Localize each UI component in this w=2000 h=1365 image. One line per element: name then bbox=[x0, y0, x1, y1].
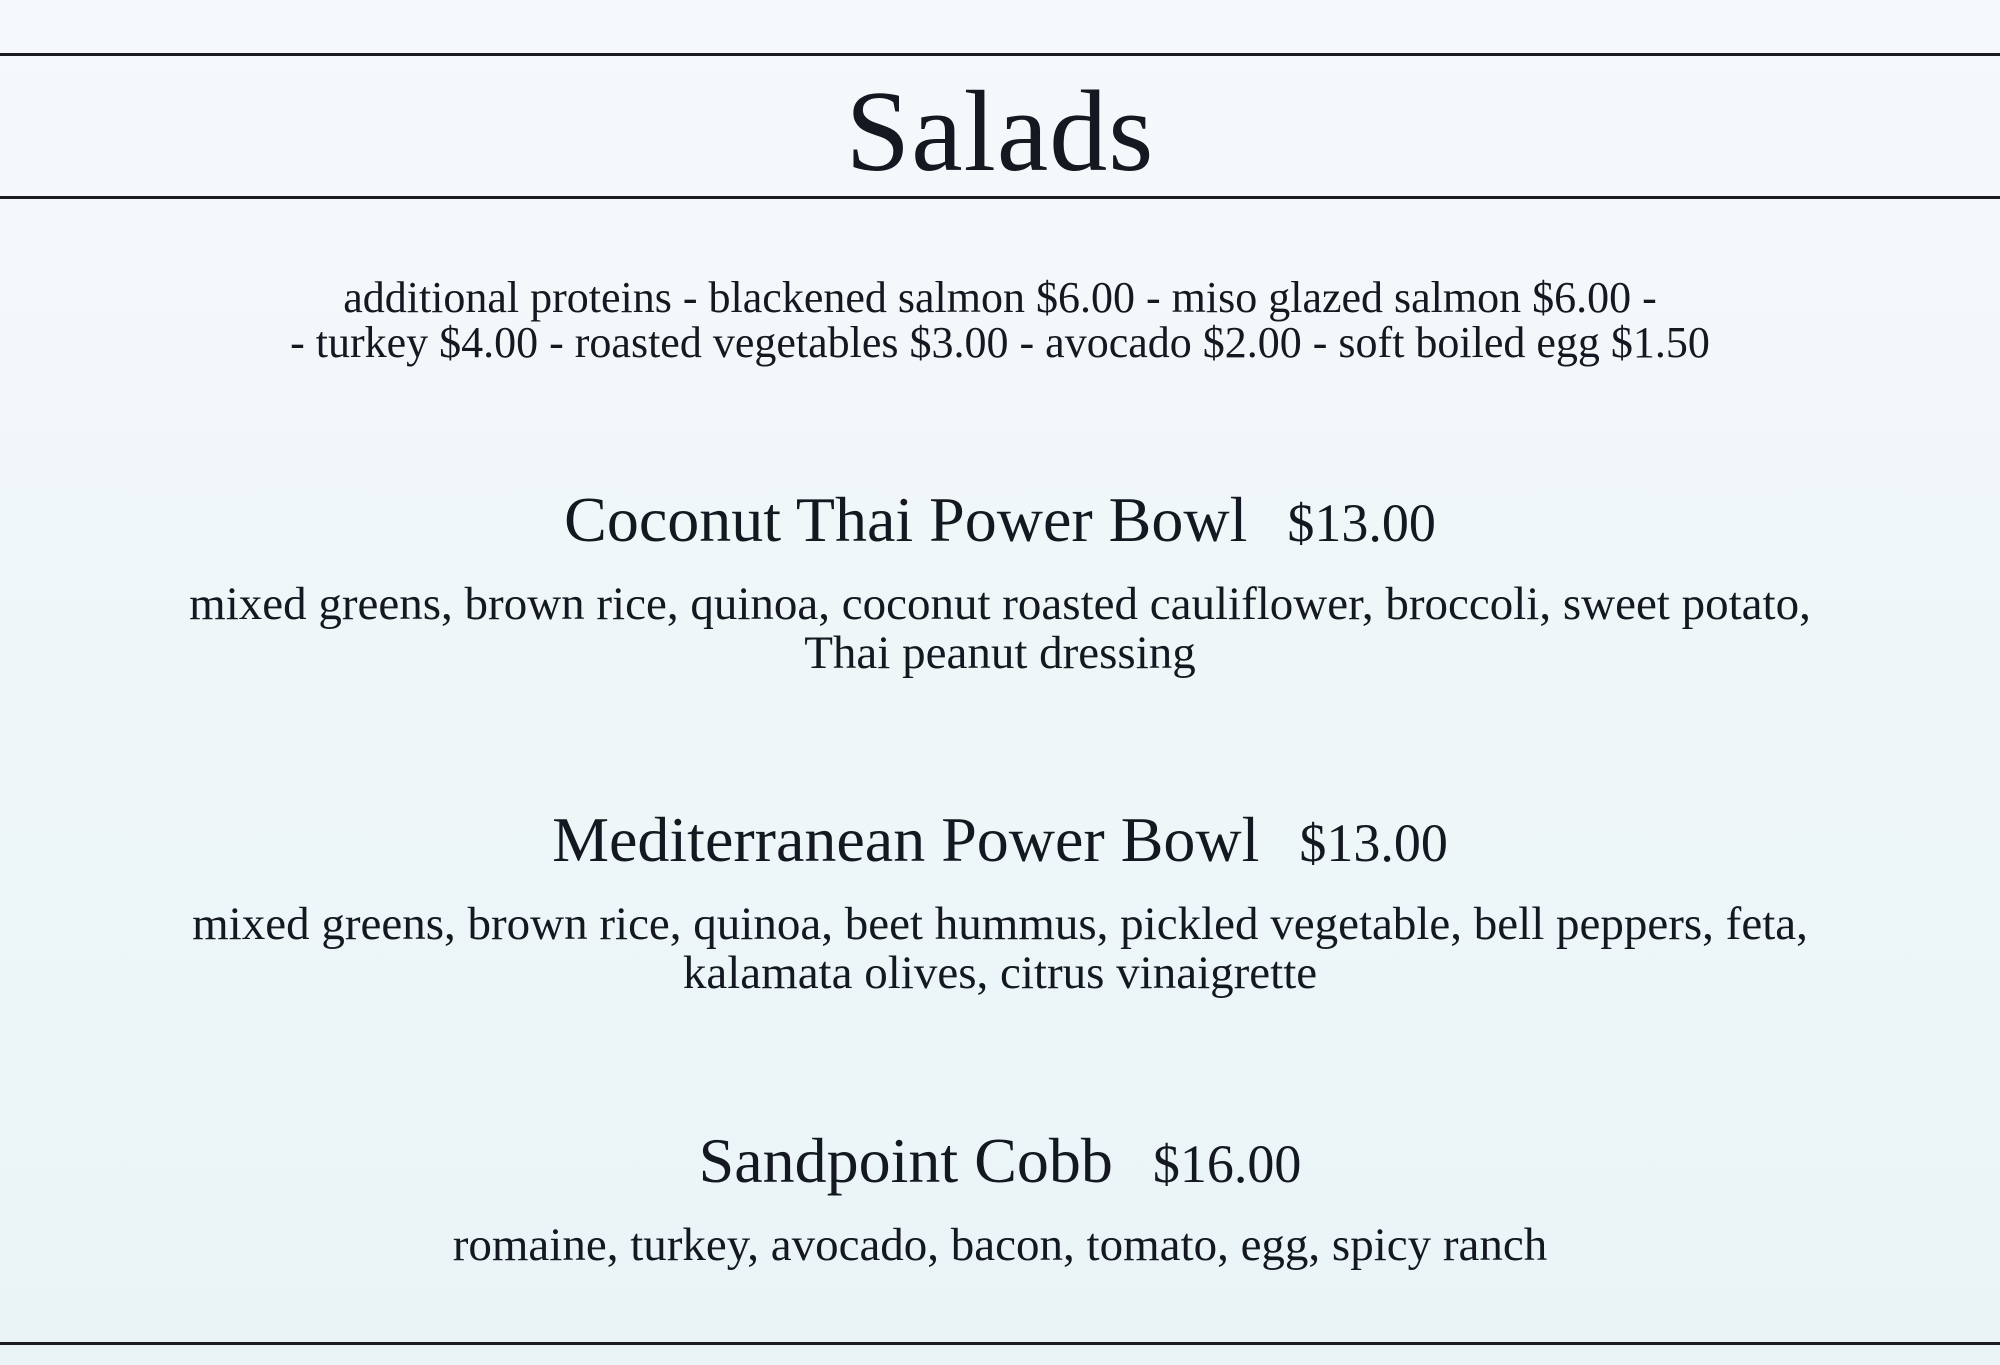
menu-item-price: $13.00 bbox=[1287, 493, 1436, 553]
menu-item-description bbox=[0, 580, 2000, 678]
menu-item-name: Mediterranean Power Bowl bbox=[552, 804, 1260, 875]
menu-item-name: Sandpoint Cobb bbox=[698, 1125, 1113, 1196]
additional-proteins bbox=[0, 275, 2000, 365]
menu-item-description bbox=[0, 1221, 2000, 1270]
menu-item-header bbox=[0, 805, 2000, 878]
menu-item-description-line: mixed greens, brown rice, quinoa, coconut roasted cauliflower, broccoli, sweet potato, bbox=[189, 578, 1811, 630]
menu-item-description-line: kalamata olives, citrus vinaigrette bbox=[682, 947, 1318, 999]
bottom-divider bbox=[0, 1342, 2000, 1345]
title-divider bbox=[0, 196, 2000, 199]
menu-item-header bbox=[0, 485, 2000, 558]
top-divider bbox=[0, 53, 2000, 56]
menu-item-description-line: romaine, turkey, avocado, bacon, tomato, egg, spicy ranch bbox=[452, 1219, 1548, 1271]
menu-item-price: $16.00 bbox=[1152, 1134, 1302, 1194]
menu-item-description-line: mixed greens, brown rice, quinoa, beet hummus, pickled vegetable, bell peppers, feta, bbox=[192, 898, 1808, 950]
menu-item-description bbox=[0, 900, 2000, 998]
menu-title: Salads bbox=[845, 68, 1155, 196]
menu-item-coconut-thai-power-bowl bbox=[0, 485, 2000, 678]
additional-proteins-line-1: additional proteins - blackened salmon $6.00 - miso glazed salmon $6.00 - bbox=[343, 273, 1657, 322]
menu-item-sandpoint-cobb bbox=[0, 1126, 2000, 1270]
menu-item-name: Coconut Thai Power Bowl bbox=[564, 484, 1248, 555]
menu-item-header bbox=[0, 1126, 2000, 1199]
additional-proteins-line-2: - turkey $4.00 - roasted vegetables $3.00 - avocado $2.00 - soft boiled egg $1.50 bbox=[290, 318, 1710, 367]
menu-item-price: $13.00 bbox=[1299, 813, 1448, 873]
menu-item-mediterranean-power-bowl bbox=[0, 805, 2000, 998]
menu-item-description-line: Thai peanut dressing bbox=[804, 627, 1196, 679]
